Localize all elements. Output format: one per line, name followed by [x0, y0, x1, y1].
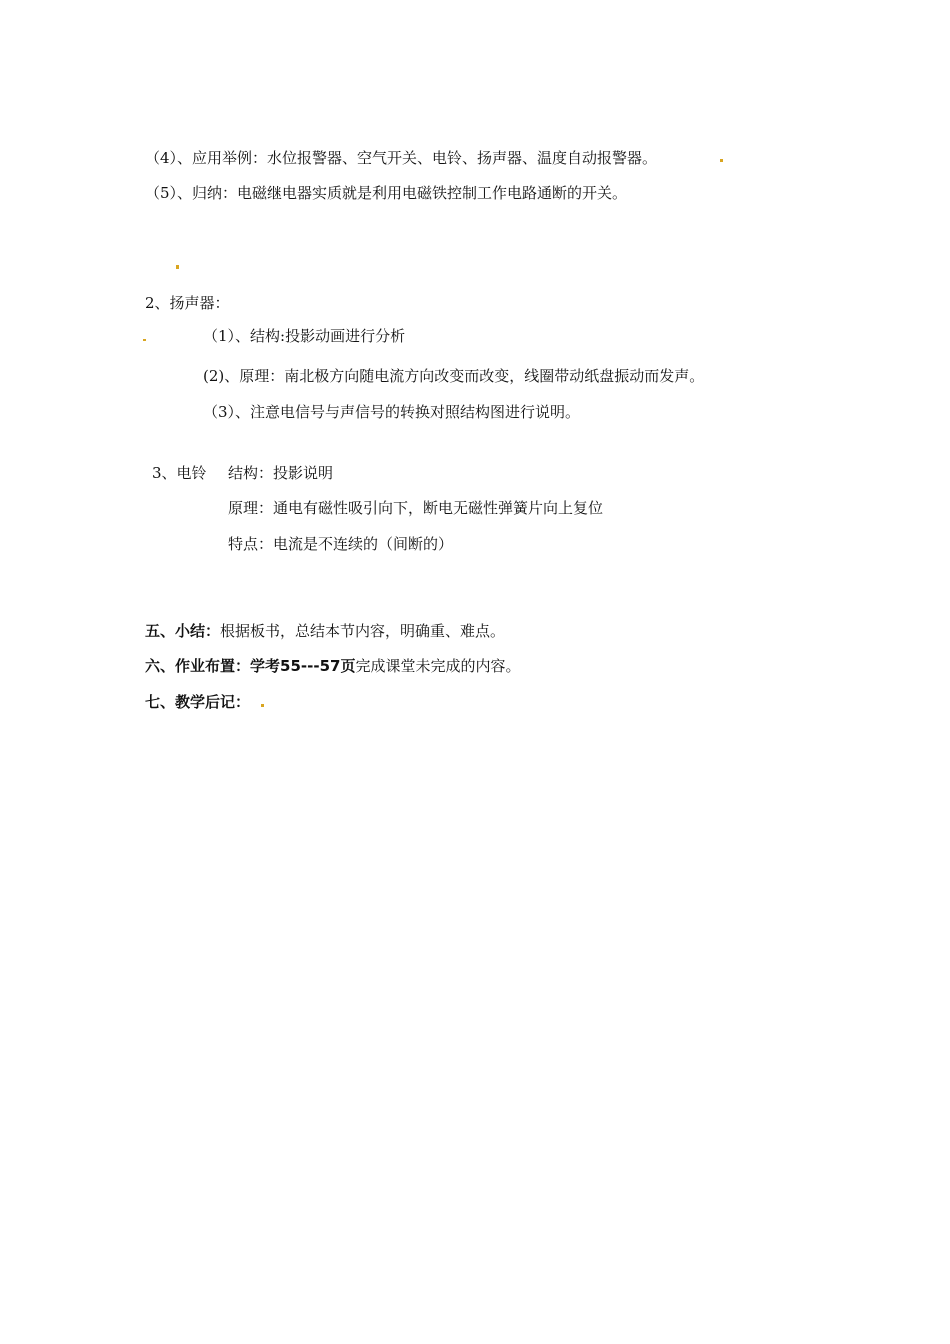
speaker-structure: [203, 326, 405, 346]
speaker-note-text: （3）、注意电信号与声信号的转换对照结构图进行说明。: [203, 403, 581, 421]
homework-pages: 学考55---57页: [250, 657, 356, 675]
bell-heading-row: [152, 463, 207, 483]
speaker-structure-text: （1）、结构:投影动画进行分析: [203, 327, 406, 345]
accent-dot-4: [261, 704, 264, 707]
summary-text: 根据板书，总结本节内容，明确重、难点。: [220, 622, 506, 640]
summary-label: 五、小结：: [145, 622, 221, 640]
bell-principle-text: 原理：通电有磁性吸引向下，断电无磁性弹簧片向上复位: [228, 499, 604, 517]
speaker-principle: [203, 366, 704, 386]
summary-relay-text: （5）、归纳：电磁继电器实质就是利用电磁铁控制工作电路通断的开关。: [145, 184, 628, 202]
accent-dot-3: [143, 339, 146, 341]
accent-dot-1: [720, 159, 723, 162]
section-reflection: [145, 692, 250, 712]
bell-heading-text: 3、电铃: [152, 464, 207, 482]
bell-principle: [228, 498, 603, 518]
bell-structure: [228, 463, 333, 483]
section-homework: [145, 656, 520, 676]
application-examples-text: （4）、应用举例：水位报警器、空气开关、电铃、扬声器、温度自动报警器。: [145, 149, 658, 167]
speaker-heading-text: 2、扬声器：: [145, 294, 230, 312]
summary-relay: [145, 183, 627, 203]
homework-label: 六、作业布置：: [145, 657, 251, 675]
speaker-principle-text: (2)、原理：南北极方向随电流方向改变而改变，线圈带动纸盘振动而发声。: [203, 367, 705, 385]
speaker-note: [203, 402, 580, 422]
accent-dot-2: [176, 265, 179, 269]
bell-structure-text: 结构：投影说明: [228, 464, 334, 482]
section-summary: [145, 621, 505, 641]
reflection-label: 七、教学后记：: [145, 693, 251, 711]
homework-text: 完成课堂未完成的内容。: [355, 657, 521, 675]
application-examples: [145, 148, 657, 168]
bell-feature-text: 特点：电流是不连续的（间断的）: [228, 535, 454, 553]
speaker-heading: [145, 293, 230, 313]
bell-feature: [228, 534, 453, 554]
